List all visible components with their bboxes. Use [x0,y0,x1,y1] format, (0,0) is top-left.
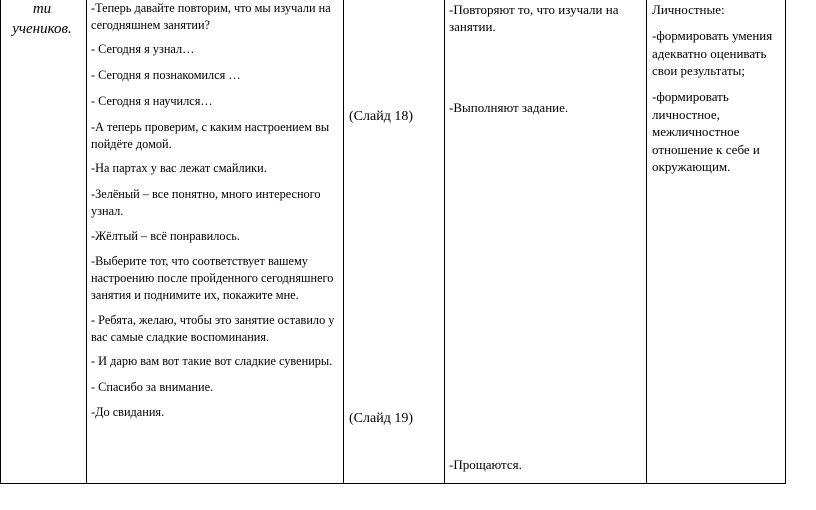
stage-text-line-2: учеников. [12,21,72,37]
students-perform-text: -Выполняют задание. [449,100,569,115]
teacher-line: -Жёлтый – всё понравилось. [91,229,240,243]
table-border-right [785,0,786,484]
teacher-line: - Сегодня я познакомился … [91,68,241,82]
personal-title: Личностные: [652,2,725,17]
teacher-line: - Сегодня я научился… [91,94,213,108]
stage-text-line-1: ти [32,1,52,17]
teacher-line: -Зелёный – все понятно, много интересного узнал. [91,187,321,218]
teacher-line: - И дарю вам вот такие вот сладкие сувениры. [91,354,333,368]
teacher-line: -А теперь проверим, с каким настроением вы пойдёте домой. [91,120,330,151]
teacher-line: -Теперь давайте повторим, что мы изучали на сегодняшнем занятии? [91,1,331,32]
teacher-line: - Сегодня я узнал… [91,42,195,56]
personal-item-2: -формировать личностное, межличностное отношение к себе и окружающим. [652,89,760,174]
teacher-line: -До свидания. [91,405,165,419]
teacher-line: -Выберите тот, что соответствует вашему настроению после пройденного сегодняшнего занятия и поднимите их, покажите мне. [91,254,334,302]
teacher-line: -На партах у вас лежат смайлики. [91,161,267,175]
teacher-line: - Ребята, желаю, чтобы это занятие оставило у вас самые сладкие воспоминания. [91,313,335,344]
students-goodbye-text: -Прощаются. [449,457,522,472]
slide-18-label: (Слайд 18) [349,109,413,124]
students-repeat-text: -Повторяют то, что изучали на занятии. [449,2,619,34]
column-divider-1 [86,0,87,484]
column-divider-4 [646,0,647,484]
table-border-bottom [0,483,786,484]
column-divider-3 [444,0,445,484]
personal-item-1: -формировать умения адекватно оценивать свои результаты; [652,28,773,78]
teacher-line: - Спасибо за внимание. [91,380,214,394]
slide-19-label: (Слайд 19) [349,411,413,426]
column-divider-2 [343,0,344,484]
table-border-left [0,0,1,484]
